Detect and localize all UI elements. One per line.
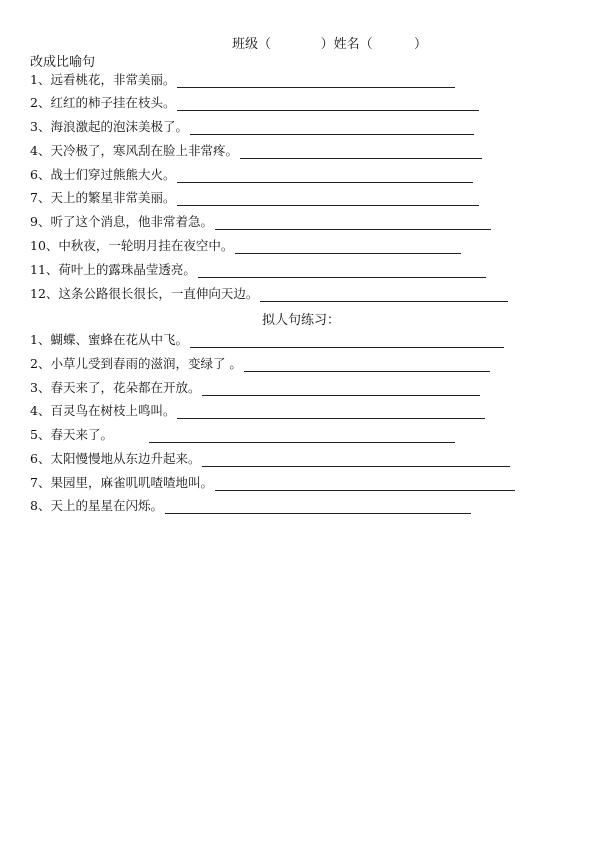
prompt-text: 5、春天来了。 <box>30 427 113 442</box>
exercise-row <box>30 475 515 491</box>
prompt-text: 11、荷叶上的露珠晶莹透亮。 <box>30 262 196 277</box>
exercise-row <box>30 72 455 88</box>
prompt-text: 7、果园里，麻雀叽叽喳喳地叫。 <box>30 475 213 490</box>
exercise-row <box>30 95 479 111</box>
answer-line[interactable] <box>190 122 474 135</box>
class-label: 班级（ <box>232 37 272 52</box>
section-title-simile: 改成比喻句 <box>30 55 96 70</box>
exercise-row <box>30 427 455 443</box>
exercise-row <box>30 214 491 230</box>
exercise-row <box>30 451 510 467</box>
answer-line[interactable] <box>260 289 508 302</box>
name-label: 姓名（ <box>333 37 373 52</box>
prompt-text: 9、听了这个消息，他非常着急。 <box>30 214 213 229</box>
exercise-row <box>30 498 471 514</box>
class-field[interactable] <box>271 37 321 52</box>
answer-line[interactable] <box>165 501 471 514</box>
exercise-row <box>30 238 461 254</box>
exercise-row <box>30 356 490 372</box>
answer-line[interactable] <box>202 383 480 396</box>
exercise-row <box>30 167 473 183</box>
prompt-text: 1、蝴蝶、蜜蜂在花从中飞。 <box>30 332 188 347</box>
answer-line[interactable] <box>149 430 455 443</box>
section-title-personification: 拟人句练习： <box>262 313 341 328</box>
answer-line[interactable] <box>215 478 515 491</box>
prompt-text: 10、中秋夜，一轮明月挂在夜空中。 <box>30 238 234 253</box>
answer-line[interactable] <box>244 359 490 372</box>
exercise-row <box>30 332 504 348</box>
prompt-text: 8、天上的星星在闪烁。 <box>30 498 163 513</box>
prompt-text: 7、天上的繁星非常美丽。 <box>30 190 176 205</box>
header-class-name <box>232 33 427 52</box>
exercise-row <box>30 403 485 419</box>
exercise-row <box>30 286 508 302</box>
prompt-text: 3、海浪激起的泡沫美极了。 <box>30 119 188 134</box>
answer-line[interactable] <box>190 335 504 348</box>
prompt-text: 2、小草儿受到春雨的滋润，变绿了 。 <box>30 356 242 371</box>
exercise-row <box>30 380 480 396</box>
answer-line[interactable] <box>177 406 485 419</box>
prompt-text: 3、春天来了，花朵都在开放。 <box>30 380 201 395</box>
answer-line[interactable] <box>235 241 461 254</box>
prompt-text: 4、天冷极了，寒风刮在脸上非常疼。 <box>30 143 238 158</box>
prompt-text: 12、这条公路很长很长，一直伸向天边。 <box>30 286 259 301</box>
class-close: ） <box>320 37 334 52</box>
answer-line[interactable] <box>177 98 479 111</box>
name-close: ） <box>413 37 427 52</box>
prompt-text: 2、红红的柿子挂在枝头。 <box>30 95 176 110</box>
prompt-text: 6、战士们穿过熊熊大火。 <box>30 167 176 182</box>
answer-line[interactable] <box>198 265 486 278</box>
answer-line[interactable] <box>202 454 510 467</box>
prompt-text: 6、太阳慢慢地从东边升起来。 <box>30 451 201 466</box>
name-field[interactable] <box>373 37 414 52</box>
prompt-text: 1、远看桃花，非常美丽。 <box>30 72 176 87</box>
exercise-row <box>30 190 479 206</box>
answer-line[interactable] <box>177 170 473 183</box>
answer-line[interactable] <box>177 75 455 88</box>
exercise-row <box>30 119 474 135</box>
exercise-row <box>30 143 482 159</box>
exercise-row <box>30 262 486 278</box>
prompt-text: 4、百灵鸟在树枝上鸣叫。 <box>30 403 176 418</box>
answer-line[interactable] <box>215 217 491 230</box>
answer-line[interactable] <box>240 146 482 159</box>
answer-line[interactable] <box>177 193 479 206</box>
